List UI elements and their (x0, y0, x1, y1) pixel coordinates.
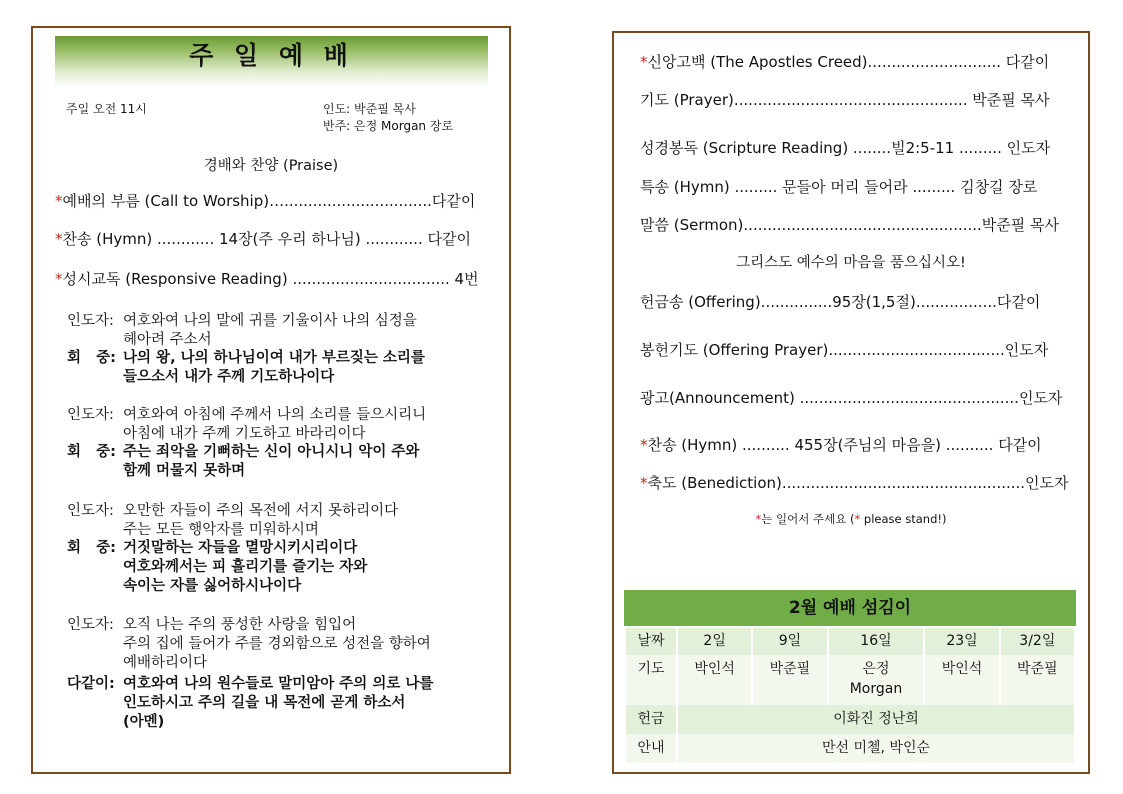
verse-line: 함께 머물지 못하며 (123, 463, 246, 479)
verse-line: 여호와여 아침에 주께서 나의 소리를 들으시리니 (123, 407, 427, 423)
offering-names: 이화진 정난희 (678, 705, 1074, 734)
prayer-label: 기도 (626, 655, 676, 705)
prayer-cell: 박인석 (678, 655, 751, 705)
prayer-cell: 은정 Morgan (829, 655, 924, 705)
prayer-cell: 박준필 (1001, 655, 1074, 705)
order-item-text: 축도 (Benediction)...................................................인도자 (647, 474, 1069, 492)
right-page (612, 31, 1090, 774)
order-item-text: 예배의 부름 (Call to Worship)…...............................다같이 (62, 192, 476, 210)
date-cell: 9일 (753, 628, 826, 655)
verse-speaker: 인도자: (67, 313, 114, 329)
order-item-text: 찬송 (Hymn) ............ 14장(주 우리 하나님) ............ 다같이 (62, 230, 471, 248)
serving-title: 2월 예배 섬김이 (624, 590, 1076, 626)
stand-note-star-2: * (854, 512, 861, 526)
serving-prayer-row (626, 655, 1074, 705)
verse-line: 주의 집에 들어가 주를 경외함으로 성전을 향하여 (123, 636, 431, 652)
order-item (640, 339, 1048, 360)
verse-line: 속이는 자를 싫어하시나이다 (123, 578, 302, 594)
leader-info: 인도: 박준필 목사 (323, 102, 416, 116)
required-stand-star: * (640, 53, 648, 71)
verse-line: 주는 모든 행악자를 미워하시며 (123, 522, 319, 538)
verse-speaker: 인도자: (67, 617, 114, 633)
service-time: 주일 오전 11시 (66, 102, 147, 116)
prayer-cell: 박준필 (753, 655, 826, 705)
date-cell: 23일 (925, 628, 998, 655)
order-item (640, 137, 1050, 158)
stand-note-star: * (755, 512, 762, 526)
order-item (640, 472, 1069, 493)
required-stand-star: * (55, 230, 63, 248)
date-cell: 16일 (829, 628, 924, 655)
order-item (640, 89, 1050, 110)
verse-speaker: 다같이: (67, 676, 115, 692)
order-item (640, 291, 1040, 312)
order-item (55, 228, 471, 249)
required-stand-star: * (55, 270, 63, 288)
verse-line: 헤아려 주소서 (123, 332, 212, 348)
order-item-text: 말씀 (Sermon)..................................................박준필 목사 (640, 216, 1060, 234)
order-item (640, 387, 1062, 408)
order-item-text: 광고(Announcement) ..............................................인도자 (640, 389, 1063, 407)
order-item-text: 특송 (Hymn) ......... 문들아 머리 들어라 ......... 김창길 장로 (640, 178, 1038, 196)
order-item-text: 기도 (Prayer)................................................. 박준필 목사 (640, 91, 1050, 109)
required-stand-star: * (640, 474, 648, 492)
date-label: 날짜 (626, 628, 676, 655)
order-item-text: 신앙고백 (The Apostles Creed)............................ 다같이 (647, 53, 1050, 71)
stand-note-text: 는 일어서 주세요 ( (761, 512, 855, 526)
verse-speaker: 회 중: (67, 350, 116, 366)
order-item-text: 성경봉독 (Scripture Reading) ........빌2:5-11 ......... 인도자 (640, 139, 1051, 157)
service-title-bar (55, 36, 488, 88)
sermon-title (614, 251, 1088, 272)
verse-line: 예배하리이다 (123, 655, 208, 671)
verse-line: 주는 죄악을 기뻐하는 신이 아니시니 악이 주와 (123, 444, 420, 460)
order-item (640, 51, 1049, 72)
verse-line: 여호와여 나의 말에 귀를 기울이사 나의 심정을 (123, 313, 417, 329)
order-item (55, 268, 479, 289)
verse-line: 오만한 자들이 주의 목전에 서지 못하리이다 (123, 503, 399, 519)
order-item-text: 헌금송 (Offering)...............95장(1,5절).................다같이 (640, 293, 1041, 311)
verse-line: 들으소서 내가 주께 기도하나이다 (123, 369, 335, 385)
order-item-text: 찬송 (Hymn) .......... 455장(주님의 마음을) .......... 다같이 (647, 436, 1042, 454)
verse-line: 오직 나는 주의 풍성한 사랑을 힘입어 (123, 617, 357, 633)
prayer-cell: 박인석 (925, 655, 998, 705)
order-item (640, 434, 1042, 455)
section-heading: 경배와 찬양 (Praise) (203, 158, 339, 174)
verse-line: 아침에 내가 주께 기도하고 바라리이다 (123, 426, 366, 442)
offering-label: 헌금 (626, 705, 676, 734)
verse-line: 거짓말하는 자들을 멸망시키시리이다 (123, 540, 358, 556)
verse-speaker: 회 중: (67, 444, 116, 460)
serving-header-row (626, 628, 1074, 655)
service-title: 주 일 예 배 (189, 41, 354, 70)
verse-speaker: 인도자: (67, 503, 114, 519)
verse-line: 인도하시고 주의 길을 내 목전에 곧게 하소서 (123, 695, 406, 711)
order-item-text: 그리스도 예수의 마음을 품으십시오! (736, 255, 966, 271)
verse-speaker: 회 중: (67, 540, 116, 556)
serving-offering-row (626, 705, 1074, 734)
date-cell: 2일 (678, 628, 751, 655)
required-stand-star: * (640, 436, 648, 454)
verse-speaker: 인도자: (67, 407, 114, 423)
verse-line: 나의 왕, 나의 하나님이여 내가 부르짖는 소리를 (123, 350, 425, 366)
serving-guide-row (626, 734, 1074, 763)
guide-label: 안내 (626, 734, 676, 763)
stand-note (614, 511, 1088, 527)
order-item-text: 성시교독 (Responsive Reading) ................................. 4번 (62, 270, 479, 288)
left-page (31, 26, 511, 774)
accompanist-info: 반주: 은정 Morgan 장로 (323, 119, 454, 133)
serving-table (624, 628, 1076, 763)
date-cell: 3/2일 (1001, 628, 1074, 655)
guide-names: 만선 미첼, 박인순 (678, 734, 1074, 763)
order-item (55, 190, 475, 211)
order-item (640, 176, 1037, 197)
verse-line: 여호와여 나의 원수들로 말미암아 주의 의로 나를 (123, 676, 434, 692)
required-stand-star: * (55, 192, 63, 210)
order-item-text: 봉헌기도 (Offering Prayer).....................................인도자 (640, 341, 1049, 359)
verse-line: (아멘) (123, 714, 165, 730)
verse-line: 여호와께서는 피 흘리기를 즐기는 자와 (123, 559, 368, 575)
stand-note-end: please stand!) (860, 512, 947, 526)
order-item (640, 214, 1059, 235)
